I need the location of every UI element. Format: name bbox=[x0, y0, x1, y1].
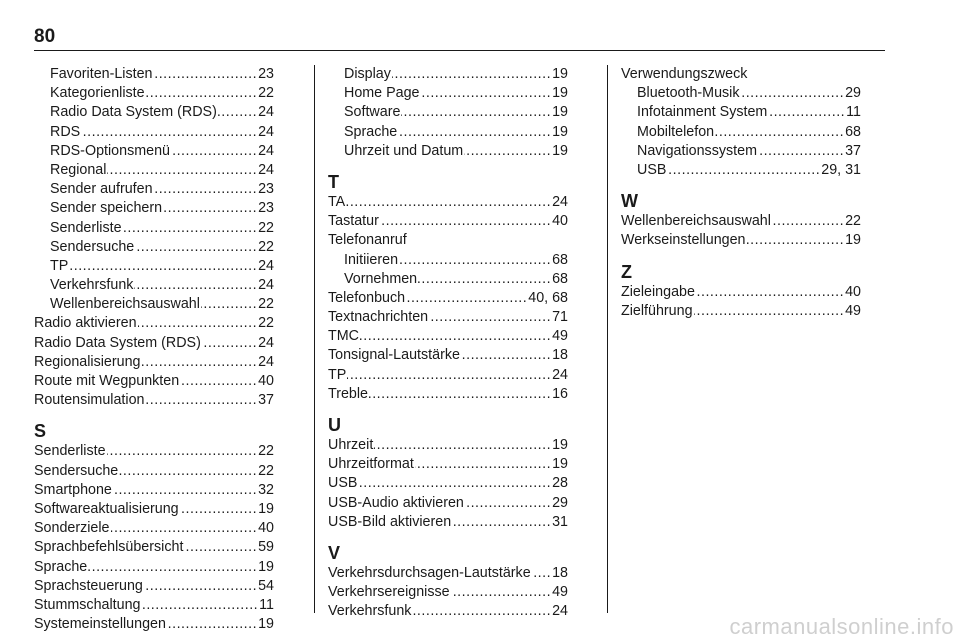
leader-dots bbox=[119, 462, 257, 481]
index-entry bbox=[328, 455, 568, 474]
index-term: Home Page bbox=[344, 85, 420, 102]
leader-dots bbox=[369, 385, 551, 404]
leader-dots bbox=[142, 353, 258, 372]
index-term: Stummschaltung bbox=[34, 596, 141, 613]
index-entry bbox=[328, 474, 568, 493]
index-term: Textnachrichten bbox=[328, 309, 429, 326]
index-term: Zieleingabe bbox=[621, 283, 695, 300]
index-term: Treble bbox=[328, 385, 368, 402]
leader-dots bbox=[88, 558, 257, 577]
index-letter-w: W bbox=[621, 191, 638, 212]
index-page-ref: 29 bbox=[845, 85, 861, 102]
leader-dots bbox=[358, 474, 551, 493]
index-page-ref: 32 bbox=[258, 481, 274, 498]
index-term: Software bbox=[344, 104, 401, 121]
index-term: Regionalisierung bbox=[34, 353, 141, 370]
index-entry bbox=[34, 142, 274, 161]
index-entry bbox=[328, 385, 568, 404]
index-page-ref: 49 bbox=[845, 302, 861, 319]
index-letter-s: S bbox=[34, 421, 47, 442]
leader-dots bbox=[180, 372, 257, 391]
index-entry bbox=[621, 302, 861, 321]
leader-dots bbox=[452, 513, 551, 532]
index-page-ref: 29 bbox=[552, 494, 568, 511]
index-page-ref: 40 bbox=[845, 283, 861, 300]
index-term: Navigationssystem bbox=[637, 142, 757, 159]
index-page-ref: 22 bbox=[258, 219, 274, 236]
index-term: Verkehrsdurchsagen-Lautstärke bbox=[328, 564, 531, 581]
leader-dots bbox=[69, 257, 257, 276]
index-term: Mobiltelefon bbox=[637, 123, 715, 140]
index-term: Infotainment System bbox=[637, 104, 768, 121]
leader-dots bbox=[532, 564, 551, 583]
index-column-2 bbox=[328, 65, 568, 622]
index-entry bbox=[34, 238, 274, 257]
index-page-ref: 24 bbox=[258, 104, 274, 121]
index-term: Sprachsteuerung bbox=[34, 577, 143, 594]
index-term: Route mit Wegpunkten bbox=[34, 373, 180, 389]
index-page-ref: 19 bbox=[552, 66, 568, 82]
index-entry bbox=[328, 103, 568, 122]
index-page-ref: 28 bbox=[552, 475, 568, 492]
index-term: Telefonbuch bbox=[328, 289, 406, 306]
leader-dots bbox=[429, 308, 551, 327]
index-entry bbox=[34, 314, 274, 333]
leader-dots bbox=[171, 142, 257, 161]
index-entry bbox=[328, 513, 568, 532]
index-page-ref: 22 bbox=[258, 296, 274, 313]
leader-dots bbox=[374, 436, 551, 455]
leader-dots bbox=[465, 494, 551, 513]
index-page-ref: 22 bbox=[258, 85, 274, 102]
leader-dots bbox=[667, 161, 820, 180]
index-term: Uhrzeit und Datum bbox=[344, 142, 464, 159]
index-term: Sprachbefehlsübersicht bbox=[34, 539, 184, 556]
index-term: TMC bbox=[328, 328, 359, 345]
index-page-ref: 49 bbox=[552, 328, 568, 345]
index-term: Sprache bbox=[344, 123, 398, 140]
index-entry bbox=[34, 372, 274, 391]
index-page-ref: 24 bbox=[258, 161, 274, 178]
index-entry bbox=[34, 596, 274, 615]
index-term: Bluetooth-Musik bbox=[637, 85, 740, 102]
leader-dots bbox=[347, 366, 551, 385]
column-divider bbox=[607, 65, 608, 613]
leader-dots bbox=[415, 455, 551, 474]
index-term: Wellenbereichsauswahl bbox=[621, 213, 771, 230]
index-entry bbox=[34, 500, 274, 519]
index-page-ref: 31 bbox=[552, 513, 568, 530]
index-entry bbox=[34, 538, 274, 557]
index-page-ref: 23 bbox=[258, 181, 274, 198]
index-entry bbox=[328, 84, 568, 103]
index-page-ref: 11 bbox=[259, 596, 274, 613]
index-entry bbox=[328, 564, 568, 583]
index-page-ref: 19 bbox=[552, 437, 568, 453]
page-number: 80 bbox=[34, 26, 56, 47]
index-entry bbox=[34, 161, 274, 180]
index-page-ref: 49 bbox=[552, 584, 568, 601]
leader-dots bbox=[113, 481, 257, 500]
index-term: Radio Data System (RDS) bbox=[34, 334, 201, 351]
leader-dots bbox=[715, 123, 844, 142]
index-column-1 bbox=[34, 65, 274, 634]
index-page-ref: 40 bbox=[258, 373, 274, 389]
index-entry bbox=[328, 436, 568, 455]
index-entry bbox=[34, 65, 274, 84]
index-page-ref: 40 bbox=[258, 520, 274, 537]
leader-dots bbox=[123, 219, 258, 238]
column-divider bbox=[314, 65, 315, 613]
index-entry bbox=[621, 212, 861, 231]
index-term: Radio Data System (RDS) bbox=[50, 104, 217, 121]
leader-dots bbox=[380, 212, 551, 231]
leader-dots bbox=[399, 251, 551, 270]
index-entry bbox=[328, 366, 568, 385]
index-term: Sendersuche bbox=[50, 238, 135, 255]
index-letter-z: Z bbox=[621, 261, 632, 282]
index-page-ref: 24 bbox=[258, 334, 274, 351]
leader-dots bbox=[163, 199, 257, 218]
index-page-ref: 24 bbox=[258, 257, 274, 274]
leader-dots bbox=[421, 84, 552, 103]
index-term: Sender aufrufen bbox=[50, 181, 153, 198]
index-entry bbox=[621, 161, 861, 180]
leader-dots bbox=[218, 103, 257, 122]
leader-dots bbox=[201, 295, 257, 314]
leader-dots bbox=[464, 142, 551, 161]
index-entry bbox=[34, 199, 274, 218]
leader-dots bbox=[418, 270, 551, 289]
leader-dots bbox=[401, 103, 551, 122]
leader-dots bbox=[202, 334, 257, 353]
index-term: USB bbox=[328, 475, 358, 492]
index-heading-telefonanruf: Telefonanruf bbox=[328, 232, 407, 249]
index-term: Sender speichern bbox=[50, 200, 163, 217]
index-page-ref: 23 bbox=[258, 66, 274, 82]
index-term: Display bbox=[344, 66, 391, 82]
index-page-ref: 22 bbox=[258, 443, 274, 460]
index-entry bbox=[34, 577, 274, 596]
index-term: Systemeinstellungen bbox=[34, 616, 166, 633]
index-term: Initiieren bbox=[344, 251, 399, 268]
index-entry bbox=[34, 257, 274, 276]
index-entry bbox=[328, 123, 568, 142]
index-page-ref: 19 bbox=[258, 558, 274, 575]
index-entry bbox=[34, 519, 274, 538]
leader-dots bbox=[138, 314, 258, 333]
index-entry bbox=[328, 327, 568, 346]
leader-dots bbox=[451, 583, 552, 602]
index-page-ref: 71 bbox=[552, 309, 568, 326]
index-term: Senderliste bbox=[34, 443, 106, 460]
leader-dots bbox=[81, 123, 257, 142]
index-page-ref: 19 bbox=[552, 456, 568, 473]
index-page-ref: 24 bbox=[258, 277, 274, 294]
index-page-ref: 22 bbox=[258, 315, 274, 332]
index-term: USB bbox=[637, 161, 667, 178]
index-entry bbox=[34, 295, 274, 314]
index-entry bbox=[34, 462, 274, 481]
index-page-ref: 29, 31 bbox=[821, 161, 861, 178]
index-page-ref: 24 bbox=[552, 366, 568, 383]
index-entry bbox=[621, 231, 861, 250]
index-letter-t: T bbox=[328, 171, 339, 192]
index-page-ref: 40 bbox=[552, 213, 568, 230]
leader-dots bbox=[184, 538, 257, 557]
leader-dots bbox=[768, 103, 845, 122]
leader-dots bbox=[107, 161, 257, 180]
index-term: Verkehrsfunk bbox=[50, 277, 134, 294]
leader-dots bbox=[107, 442, 258, 461]
leader-dots bbox=[392, 65, 551, 84]
index-page-ref: 68 bbox=[845, 123, 861, 140]
leader-dots bbox=[134, 276, 257, 295]
leader-dots bbox=[772, 212, 844, 231]
index-page-ref: 22 bbox=[258, 238, 274, 255]
leader-dots bbox=[154, 180, 258, 199]
index-term: RDS-Optionsmenü bbox=[50, 142, 170, 159]
index-term: Regional bbox=[50, 161, 107, 178]
index-entry bbox=[621, 142, 861, 161]
leader-dots bbox=[135, 238, 257, 257]
index-entry bbox=[328, 212, 568, 231]
index-entry bbox=[328, 251, 568, 270]
index-page-ref: 24 bbox=[552, 603, 568, 620]
index-term: Uhrzeitformat bbox=[328, 456, 414, 473]
index-page-ref: 19 bbox=[845, 232, 861, 249]
index-entry bbox=[621, 283, 861, 302]
index-page-ref: 19 bbox=[258, 500, 274, 517]
index-letter-u: U bbox=[328, 415, 341, 435]
index-entry bbox=[34, 481, 274, 500]
index-page-ref: 68 bbox=[552, 270, 568, 287]
index-entry bbox=[621, 103, 861, 122]
index-entry bbox=[328, 494, 568, 513]
index-page-ref: 19 bbox=[552, 104, 568, 121]
index-page-ref: 40, 68 bbox=[528, 289, 568, 306]
index-term: Routensimulation bbox=[34, 392, 145, 409]
watermark: carmanualsonline.info bbox=[729, 614, 954, 639]
index-page-ref: 24 bbox=[552, 193, 568, 210]
index-entry bbox=[34, 103, 274, 122]
leader-dots bbox=[144, 577, 257, 596]
index-page-ref: 19 bbox=[552, 85, 568, 102]
index-letter-v: V bbox=[328, 542, 341, 563]
index-page-ref: 18 bbox=[552, 564, 568, 581]
index-entry bbox=[328, 270, 568, 289]
index-entry bbox=[328, 583, 568, 602]
index-term: Vornehmen bbox=[344, 270, 418, 287]
index-term: Senderliste bbox=[50, 219, 122, 236]
index-entry bbox=[34, 180, 274, 199]
index-term: TP bbox=[328, 366, 347, 383]
index-page-ref: 19 bbox=[258, 616, 274, 633]
index-term: Tonsignal-Lautstärke bbox=[328, 347, 460, 364]
leader-dots bbox=[747, 231, 845, 250]
index-entry bbox=[34, 391, 274, 410]
index-term: TP bbox=[50, 257, 69, 274]
index-page-ref: 19 bbox=[552, 123, 568, 140]
leader-dots bbox=[694, 302, 845, 321]
index-page-ref: 54 bbox=[258, 577, 274, 594]
index-entry bbox=[621, 84, 861, 103]
index-entry bbox=[34, 84, 274, 103]
index-term: Sendersuche bbox=[34, 462, 119, 479]
index-entry bbox=[34, 123, 274, 142]
index-term: Uhrzeit bbox=[328, 437, 374, 453]
leader-dots bbox=[360, 327, 551, 346]
index-entry bbox=[34, 615, 274, 634]
leader-dots bbox=[167, 615, 257, 634]
index-entry bbox=[34, 353, 274, 372]
index-heading-verwendungszweck: Verwendungszweck bbox=[621, 66, 748, 82]
index-term: Favoriten-Listen bbox=[50, 66, 153, 82]
index-entry bbox=[328, 193, 568, 212]
index-entry bbox=[621, 123, 861, 142]
index-term: Wellenbereichsauswahl bbox=[50, 296, 200, 313]
index-term: Kategorienliste bbox=[50, 85, 145, 102]
leader-dots bbox=[346, 193, 551, 212]
index-column-3 bbox=[621, 65, 861, 321]
leader-dots bbox=[696, 283, 844, 302]
index-term: Sonderziele bbox=[34, 520, 110, 537]
index-entry bbox=[34, 219, 274, 238]
index-page-ref: 68 bbox=[552, 251, 568, 268]
leader-dots bbox=[398, 123, 551, 142]
leader-dots bbox=[111, 519, 258, 538]
index-page-ref: 24 bbox=[258, 142, 274, 159]
index-page-ref: 19 bbox=[552, 142, 568, 159]
header-rule bbox=[34, 50, 885, 51]
index-term: Sprache bbox=[34, 558, 88, 575]
leader-dots bbox=[141, 596, 258, 615]
leader-dots bbox=[145, 391, 257, 410]
index-term: Tastatur bbox=[328, 213, 379, 230]
leader-dots bbox=[406, 289, 527, 308]
index-entry bbox=[34, 334, 274, 353]
index-term: Radio aktivieren bbox=[34, 315, 137, 332]
index-page-ref: 24 bbox=[258, 123, 274, 140]
leader-dots bbox=[758, 142, 844, 161]
index-term: Verkehrsereignisse bbox=[328, 584, 450, 601]
index-page-ref: 16 bbox=[552, 385, 568, 402]
leader-dots bbox=[461, 346, 551, 365]
index-page-ref: 37 bbox=[845, 142, 861, 159]
index-entry bbox=[34, 442, 274, 461]
index-term: Verkehrsfunk bbox=[328, 603, 412, 620]
index-page-ref: 37 bbox=[258, 392, 274, 409]
index-term: USB-Audio aktivieren bbox=[328, 494, 464, 511]
index-entry bbox=[328, 289, 568, 308]
index-entry bbox=[328, 346, 568, 365]
leader-dots bbox=[154, 65, 258, 84]
index-page-ref: 11 bbox=[846, 104, 861, 121]
index-term: RDS bbox=[50, 123, 81, 140]
index-page-ref: 22 bbox=[258, 462, 274, 479]
leader-dots bbox=[146, 84, 258, 103]
index-page-ref: 59 bbox=[258, 539, 274, 556]
index-term: Werkseinstellungen bbox=[621, 232, 746, 249]
index-term: Smartphone bbox=[34, 481, 112, 498]
index-page-ref: 23 bbox=[258, 200, 274, 217]
leader-dots bbox=[180, 500, 257, 519]
index-term: USB-Bild aktivieren bbox=[328, 513, 452, 530]
index-entry bbox=[328, 65, 568, 84]
index-term: Softwareaktualisierung bbox=[34, 500, 179, 517]
index-page-ref: 18 bbox=[552, 347, 568, 364]
index-page-ref: 24 bbox=[258, 353, 274, 370]
leader-dots bbox=[741, 84, 845, 103]
index-page-ref: 22 bbox=[845, 213, 861, 230]
index-entry bbox=[34, 276, 274, 295]
index-term: Zielführung bbox=[621, 302, 693, 319]
index-entry bbox=[328, 602, 568, 621]
index-entry bbox=[328, 308, 568, 327]
leader-dots bbox=[412, 602, 551, 621]
index-term: TA bbox=[328, 193, 346, 210]
index-entry bbox=[328, 142, 568, 161]
index-entry bbox=[34, 558, 274, 577]
